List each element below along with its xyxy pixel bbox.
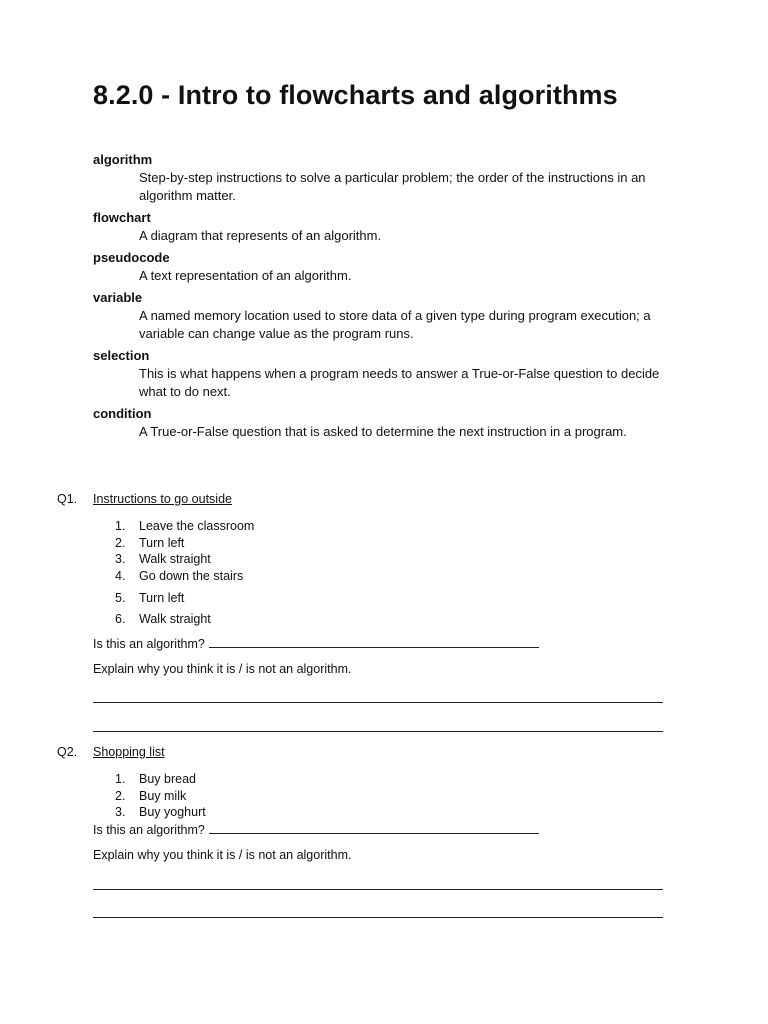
glossary-entry	[93, 209, 693, 245]
glossary-term: variable	[93, 290, 143, 305]
glossary-definition: A True-or-False question that is asked to determine the next instruction in a program.	[139, 424, 627, 439]
list-number: 3.	[115, 805, 126, 819]
answer-line[interactable]	[93, 917, 663, 918]
q2-shopping-list	[93, 771, 206, 821]
page-title: 8.2.0 - Intro to flowcharts and algorithms	[93, 80, 618, 110]
glossary-term: algorithm	[93, 152, 153, 167]
list-number: 2.	[115, 788, 126, 803]
glossary-entry	[93, 289, 693, 343]
glossary-entry	[93, 151, 693, 205]
answer-line[interactable]	[93, 702, 663, 703]
glossary-entry	[93, 249, 693, 285]
glossary	[93, 151, 693, 445]
answer-line[interactable]	[93, 889, 663, 890]
list-number: 1.	[115, 519, 126, 533]
list-item	[93, 788, 206, 805]
explain-prompt: Explain why you think it is / is not an algorithm.	[93, 662, 352, 676]
list-text: Buy yoghurt	[139, 805, 206, 819]
algorithm-question	[93, 821, 539, 838]
glossary-term: selection	[93, 348, 150, 363]
list-number: 1.	[115, 772, 126, 786]
list-text: Walk straight	[139, 552, 211, 566]
list-item	[93, 611, 254, 628]
list-text: Walk straight	[139, 611, 211, 626]
algorithm-question	[93, 635, 539, 652]
algorithm-question-label: Is this an algorithm?	[93, 823, 205, 837]
list-item	[93, 518, 254, 535]
list-item	[93, 804, 206, 821]
algorithm-answer-blank[interactable]	[209, 821, 539, 834]
question-number: Q1.	[57, 492, 78, 506]
algorithm-question-label: Is this an algorithm?	[93, 637, 205, 651]
list-number: 2.	[115, 535, 126, 550]
question-number: Q2.	[57, 745, 78, 759]
glossary-definition: A text representation of an algorithm.	[139, 268, 352, 283]
glossary-definition: Step-by-step instructions to solve a particular problem; the order of the instructions in an algorithm matter.	[139, 170, 646, 203]
list-number: 3.	[115, 552, 126, 566]
question-title: Instructions to go outside	[93, 492, 232, 506]
q1-instruction-list	[93, 518, 254, 627]
list-number: 4.	[115, 568, 126, 583]
list-item	[93, 590, 254, 607]
list-text: Go down the stairs	[139, 568, 244, 583]
list-number: 5.	[115, 591, 126, 605]
glossary-entry	[93, 347, 693, 401]
list-item	[93, 771, 206, 788]
glossary-definition: This is what happens when a program needs to answer a True-or-False question to decide what to do next.	[139, 366, 660, 399]
answer-line[interactable]	[93, 731, 663, 732]
glossary-definition: A named memory location used to store data of a given type during program execution; a variable can change value as the program runs.	[139, 308, 651, 341]
list-text: Buy milk	[139, 788, 187, 803]
glossary-term: pseudocode	[93, 250, 170, 265]
list-text: Turn left	[139, 591, 185, 605]
explain-prompt: Explain why you think it is / is not an algorithm.	[93, 848, 352, 862]
list-number: 6.	[115, 611, 126, 626]
glossary-term: flowchart	[93, 210, 151, 225]
list-text: Buy bread	[139, 772, 196, 786]
list-text: Turn left	[139, 535, 185, 550]
list-item	[93, 568, 254, 585]
glossary-entry	[93, 405, 693, 441]
glossary-term: condition	[93, 406, 152, 421]
list-item	[93, 535, 254, 552]
question-title: Shopping list	[93, 745, 165, 759]
list-item	[93, 551, 254, 568]
algorithm-answer-blank[interactable]	[209, 635, 539, 648]
glossary-definition: A diagram that represents of an algorithm.	[139, 228, 382, 243]
list-text: Leave the classroom	[139, 519, 255, 533]
